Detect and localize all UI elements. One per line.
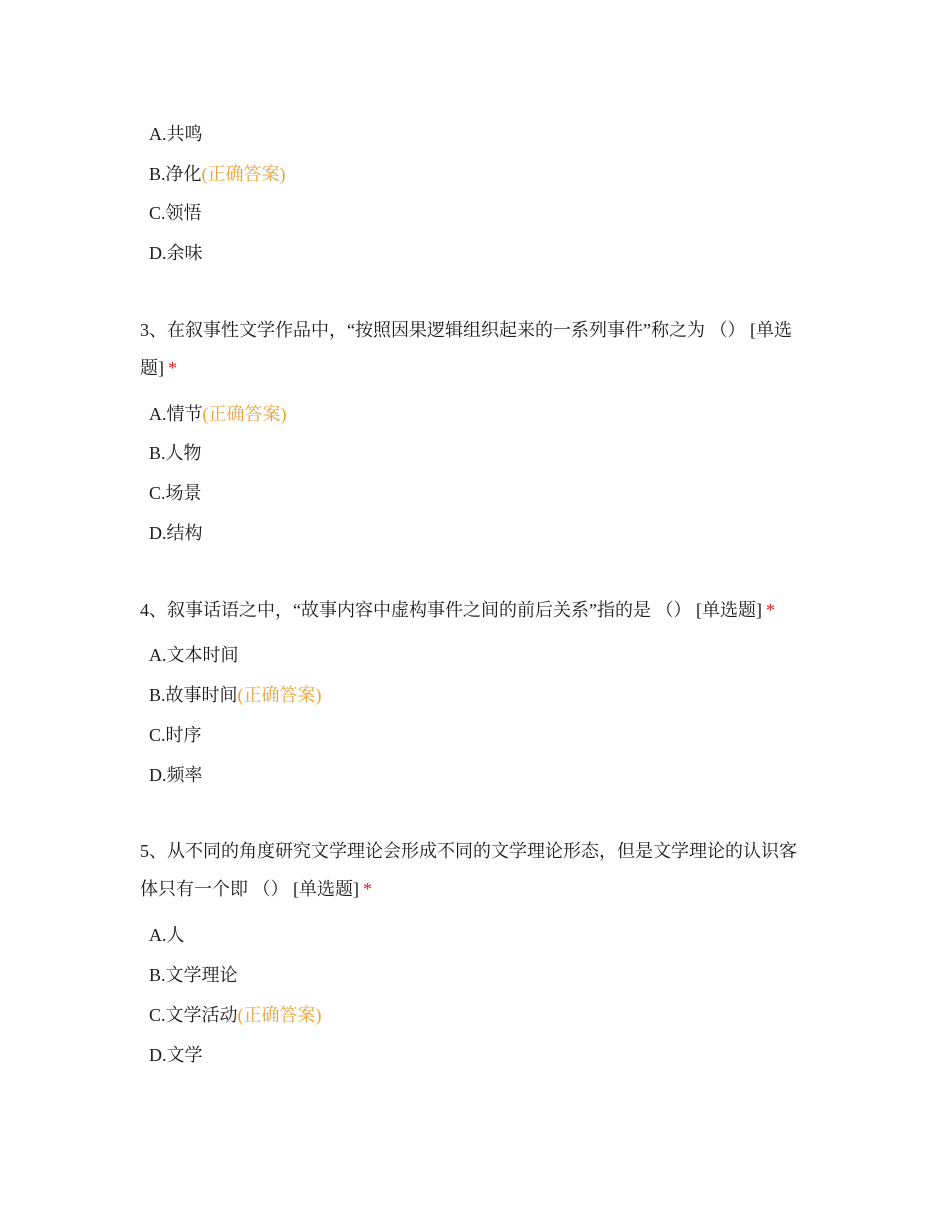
q2-option-a	[149, 122, 203, 146]
q3-option-b	[149, 441, 202, 465]
option-text: D.余味	[149, 243, 203, 263]
q4-option-b	[149, 683, 322, 707]
q5-option-c	[149, 1003, 322, 1027]
q2-option-d	[149, 241, 203, 265]
required-mark: *	[168, 358, 177, 378]
correct-answer-label: (正确答案)	[237, 1005, 322, 1025]
question-5-title	[140, 832, 810, 908]
option-text: D.频率	[149, 765, 203, 785]
q3-option-a	[149, 402, 287, 426]
correct-answer-label: (正确答案)	[237, 685, 322, 705]
option-text: C.文学活动	[149, 1005, 238, 1025]
q5-option-d	[149, 1043, 203, 1067]
option-text: A.文本时间	[149, 645, 239, 665]
option-text: D.文学	[149, 1045, 203, 1065]
question-3-title	[140, 311, 810, 387]
required-mark: *	[363, 879, 372, 899]
correct-answer-label: (正确答案)	[201, 164, 286, 184]
q3-option-c	[149, 481, 202, 505]
option-text: C.时序	[149, 725, 202, 745]
q4-option-c	[149, 723, 202, 747]
option-text: A.人	[149, 925, 185, 945]
option-text: A.共鸣	[149, 124, 203, 144]
q3-option-d	[149, 521, 203, 545]
option-text: B.人物	[149, 443, 202, 463]
q5-option-b	[149, 963, 238, 987]
option-text: B.文学理论	[149, 965, 238, 985]
q4-option-d	[149, 763, 203, 787]
option-text: C.领悟	[149, 203, 202, 223]
option-text: C.场景	[149, 483, 202, 503]
question-text: 4、叙事话语之中，“故事内容中虚构事件之间的前后关系”指的是 （） [单选题]	[140, 600, 762, 620]
q4-option-a	[149, 643, 239, 667]
q2-option-b	[149, 162, 286, 186]
q5-option-a	[149, 923, 185, 947]
q2-option-c	[149, 201, 202, 225]
correct-answer-label: (正确答案)	[202, 404, 287, 424]
option-text: B.净化	[149, 164, 202, 184]
question-text: 3、在叙事性文学作品中，“按照因果逻辑组织起来的一系列事件”称之为 （） [单选题]	[140, 320, 792, 378]
option-text: B.故事时间	[149, 685, 238, 705]
question-text: 5、从不同的角度研究文学理论会形成不同的文学理论形态，但是文学理论的认识客体只有一个即 （） [单选题]	[140, 841, 797, 899]
option-text: A.情节	[149, 404, 203, 424]
option-text: D.结构	[149, 523, 203, 543]
question-4-title	[140, 591, 810, 629]
required-mark: *	[765, 600, 775, 620]
